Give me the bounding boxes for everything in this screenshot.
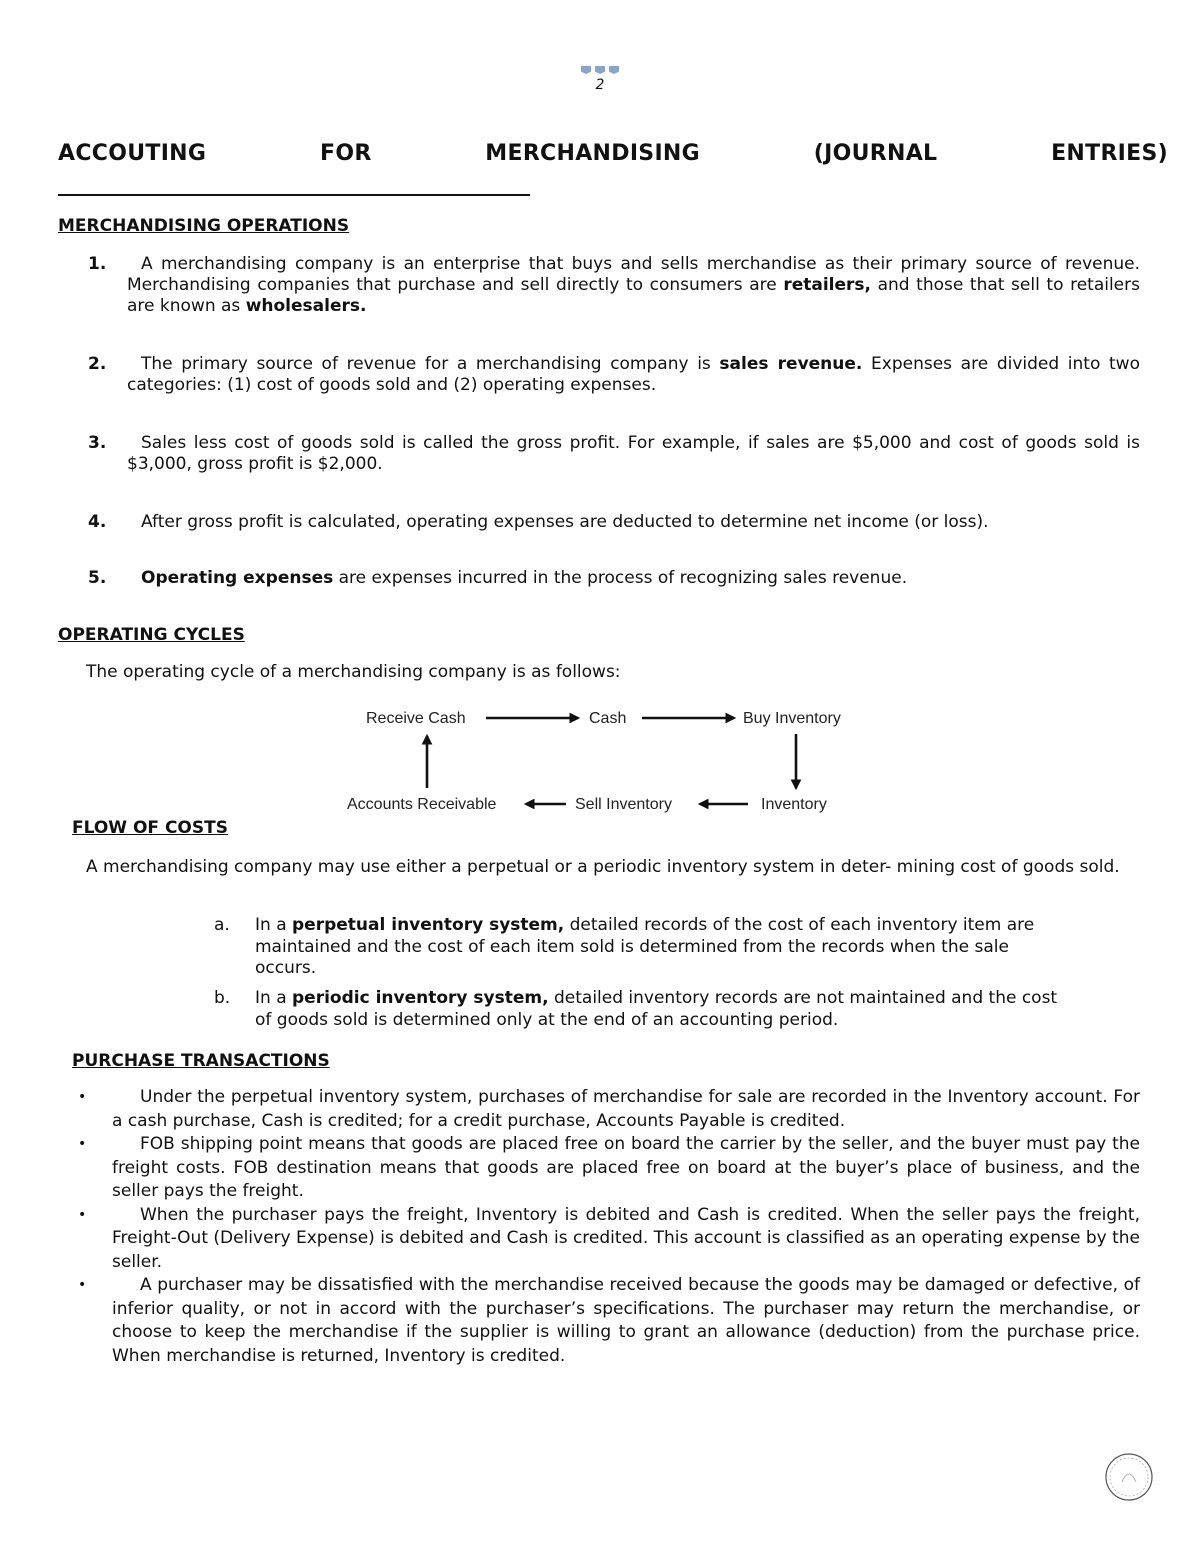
- bullet-icon: •: [78, 1206, 87, 1223]
- operating-cycle-intro: The operating cycle of a merchandising company is as follows:: [86, 662, 621, 682]
- item-text: [127, 512, 1140, 533]
- bold-term: sales revenue.: [719, 354, 863, 374]
- diagram-label-receive-cash: Receive Cash: [366, 710, 466, 727]
- bold-term: perpetual inventory system,: [292, 915, 565, 935]
- text-run: In a: [255, 915, 293, 935]
- list-item: [88, 433, 1140, 475]
- title-word: FOR: [319, 141, 372, 166]
- text-run: In a: [255, 988, 293, 1008]
- list-item: [78, 1086, 1140, 1133]
- item-number: 1.: [88, 254, 107, 274]
- text-run: After gross profit is calculated, operating expenses are deducted to determine net income (or loss).: [141, 512, 989, 532]
- item-text: FOB shipping point means that goods are placed free on board the carrier by the seller, and the buyer must pay the freight costs. FOB destination means that goods are placed free on board at the buyer’s place of business, and the seller pays the freight.: [112, 1134, 1140, 1201]
- section-heading-operating-cycles: OPERATING CYCLES: [58, 625, 245, 645]
- item-text: [127, 254, 1140, 317]
- item-text: When the purchaser pays the freight, Inventory is debited and Cash is credited. When the seller pays the freight, Freight-Out (Delivery Expense) is debited and Cash is credited. This account is classified as an operating expense by the seller.: [112, 1204, 1140, 1272]
- bullet-icon: •: [78, 1277, 87, 1293]
- flow-of-costs-intro: A merchandising company may use either a perpetual or a periodic inventory system in deter- mining cost of goods sold.: [86, 857, 1120, 877]
- list-item: [78, 1204, 1140, 1275]
- bullet-icon: •: [78, 1136, 87, 1152]
- item-text: A purchaser may be dissatisfied with the merchandise received because the goods may be damaged or defective, of inferior quality, or not in accord with the purchaser’s specifications. The purchaser may return the merchandise, or choose to keep the merchandise if the supplier is willing to grant an allowance (deduction) from the purchase price. When merchandise is returned, Inventory is credited.: [112, 1275, 1140, 1366]
- section-heading-flow-of-costs: FLOW OF COSTS: [72, 818, 228, 838]
- bullet-icon: •: [78, 1089, 87, 1105]
- text-run: detailed inventory records are not maintained and the cost of goods sold is determined only at the end of an accounting period.: [255, 988, 1058, 1030]
- page-title: [58, 141, 1168, 166]
- diagram-label-sell-inventory: Sell Inventory: [575, 796, 672, 813]
- item-text: [255, 915, 1058, 980]
- purchase-transactions-list: [78, 1086, 1140, 1368]
- title-word: MERCHANDISING: [485, 141, 701, 166]
- text-run: Expenses are divided into two categories: (1) cost of goods sold and (2) operating expenses.: [127, 354, 1140, 395]
- diagram-label-buy-inventory: Buy Inventory: [743, 710, 841, 727]
- bold-term: Operating expenses: [141, 568, 334, 588]
- text-run: Sales less cost of goods sold is called the gross profit. For example, if sales are $5,000 and cost of goods sold is $3,000, gross profit is $2,000.: [127, 433, 1140, 474]
- bold-term: wholesalers.: [245, 296, 367, 316]
- item-text: Under the perpetual inventory system, purchases of merchandise for sale are recorded in the Inventory account. For a cash purchase, Cash is credited; for a credit purchase, Accounts Payable is credited.: [112, 1087, 1140, 1131]
- diagram-label-accounts-receivable: Accounts Receivable: [347, 796, 497, 813]
- page-header: [578, 66, 622, 92]
- list-item: [88, 354, 1140, 396]
- item-text: [127, 568, 1140, 589]
- diagram-label-inventory: Inventory: [761, 796, 827, 813]
- list-item: [214, 988, 1058, 1031]
- item-text: [255, 988, 1058, 1031]
- list-item: [78, 1274, 1140, 1368]
- diagram-label-cash: Cash: [589, 710, 627, 727]
- list-item: [78, 1133, 1140, 1204]
- item-number: 4.: [88, 512, 107, 532]
- title-underline: [58, 194, 530, 196]
- page-number: 2: [595, 77, 605, 93]
- list-item: [88, 568, 1140, 589]
- text-run: are expenses incurred in the process of recognizing sales revenue.: [333, 568, 908, 588]
- text-run: The primary source of revenue for a merchandising company is: [141, 354, 720, 374]
- operating-cycle-diagram: [330, 700, 870, 825]
- item-number: 3.: [88, 433, 107, 453]
- section-heading-merchandising-operations: MERCHANDISING OPERATIONS: [58, 216, 350, 236]
- bold-term: periodic inventory system,: [292, 988, 549, 1008]
- list-item: [88, 254, 1140, 317]
- item-text: [127, 433, 1140, 475]
- bold-term: retailers,: [783, 275, 871, 295]
- title-word: (JOURNAL: [813, 141, 938, 166]
- item-letter: b.: [214, 988, 231, 1008]
- item-text: [127, 354, 1140, 396]
- text-run: and those that sell to retailers are known as: [127, 275, 1140, 316]
- seal-icon: [1104, 1452, 1154, 1502]
- header-ornament-icon: [578, 66, 622, 76]
- section-heading-purchase-transactions: PURCHASE TRANSACTIONS: [72, 1051, 330, 1071]
- title-word: ACCOUTING: [58, 141, 207, 166]
- item-number: 2.: [88, 354, 107, 374]
- text-run: A merchandising company is an enterprise that buys and sells merchandise as their primary source of revenue. Merchandising companies that purchase and sell directly to consumers are: [127, 254, 1140, 295]
- item-number: 5.: [88, 568, 107, 588]
- list-item: [88, 512, 1140, 533]
- item-letter: a.: [214, 915, 230, 935]
- list-item: [214, 915, 1058, 980]
- text-run: detailed records of the cost of each inventory item are maintained and the cost of each item sold is determined from the records when the sale occurs.: [255, 915, 1035, 978]
- title-word: ENTRIES): [1051, 141, 1168, 166]
